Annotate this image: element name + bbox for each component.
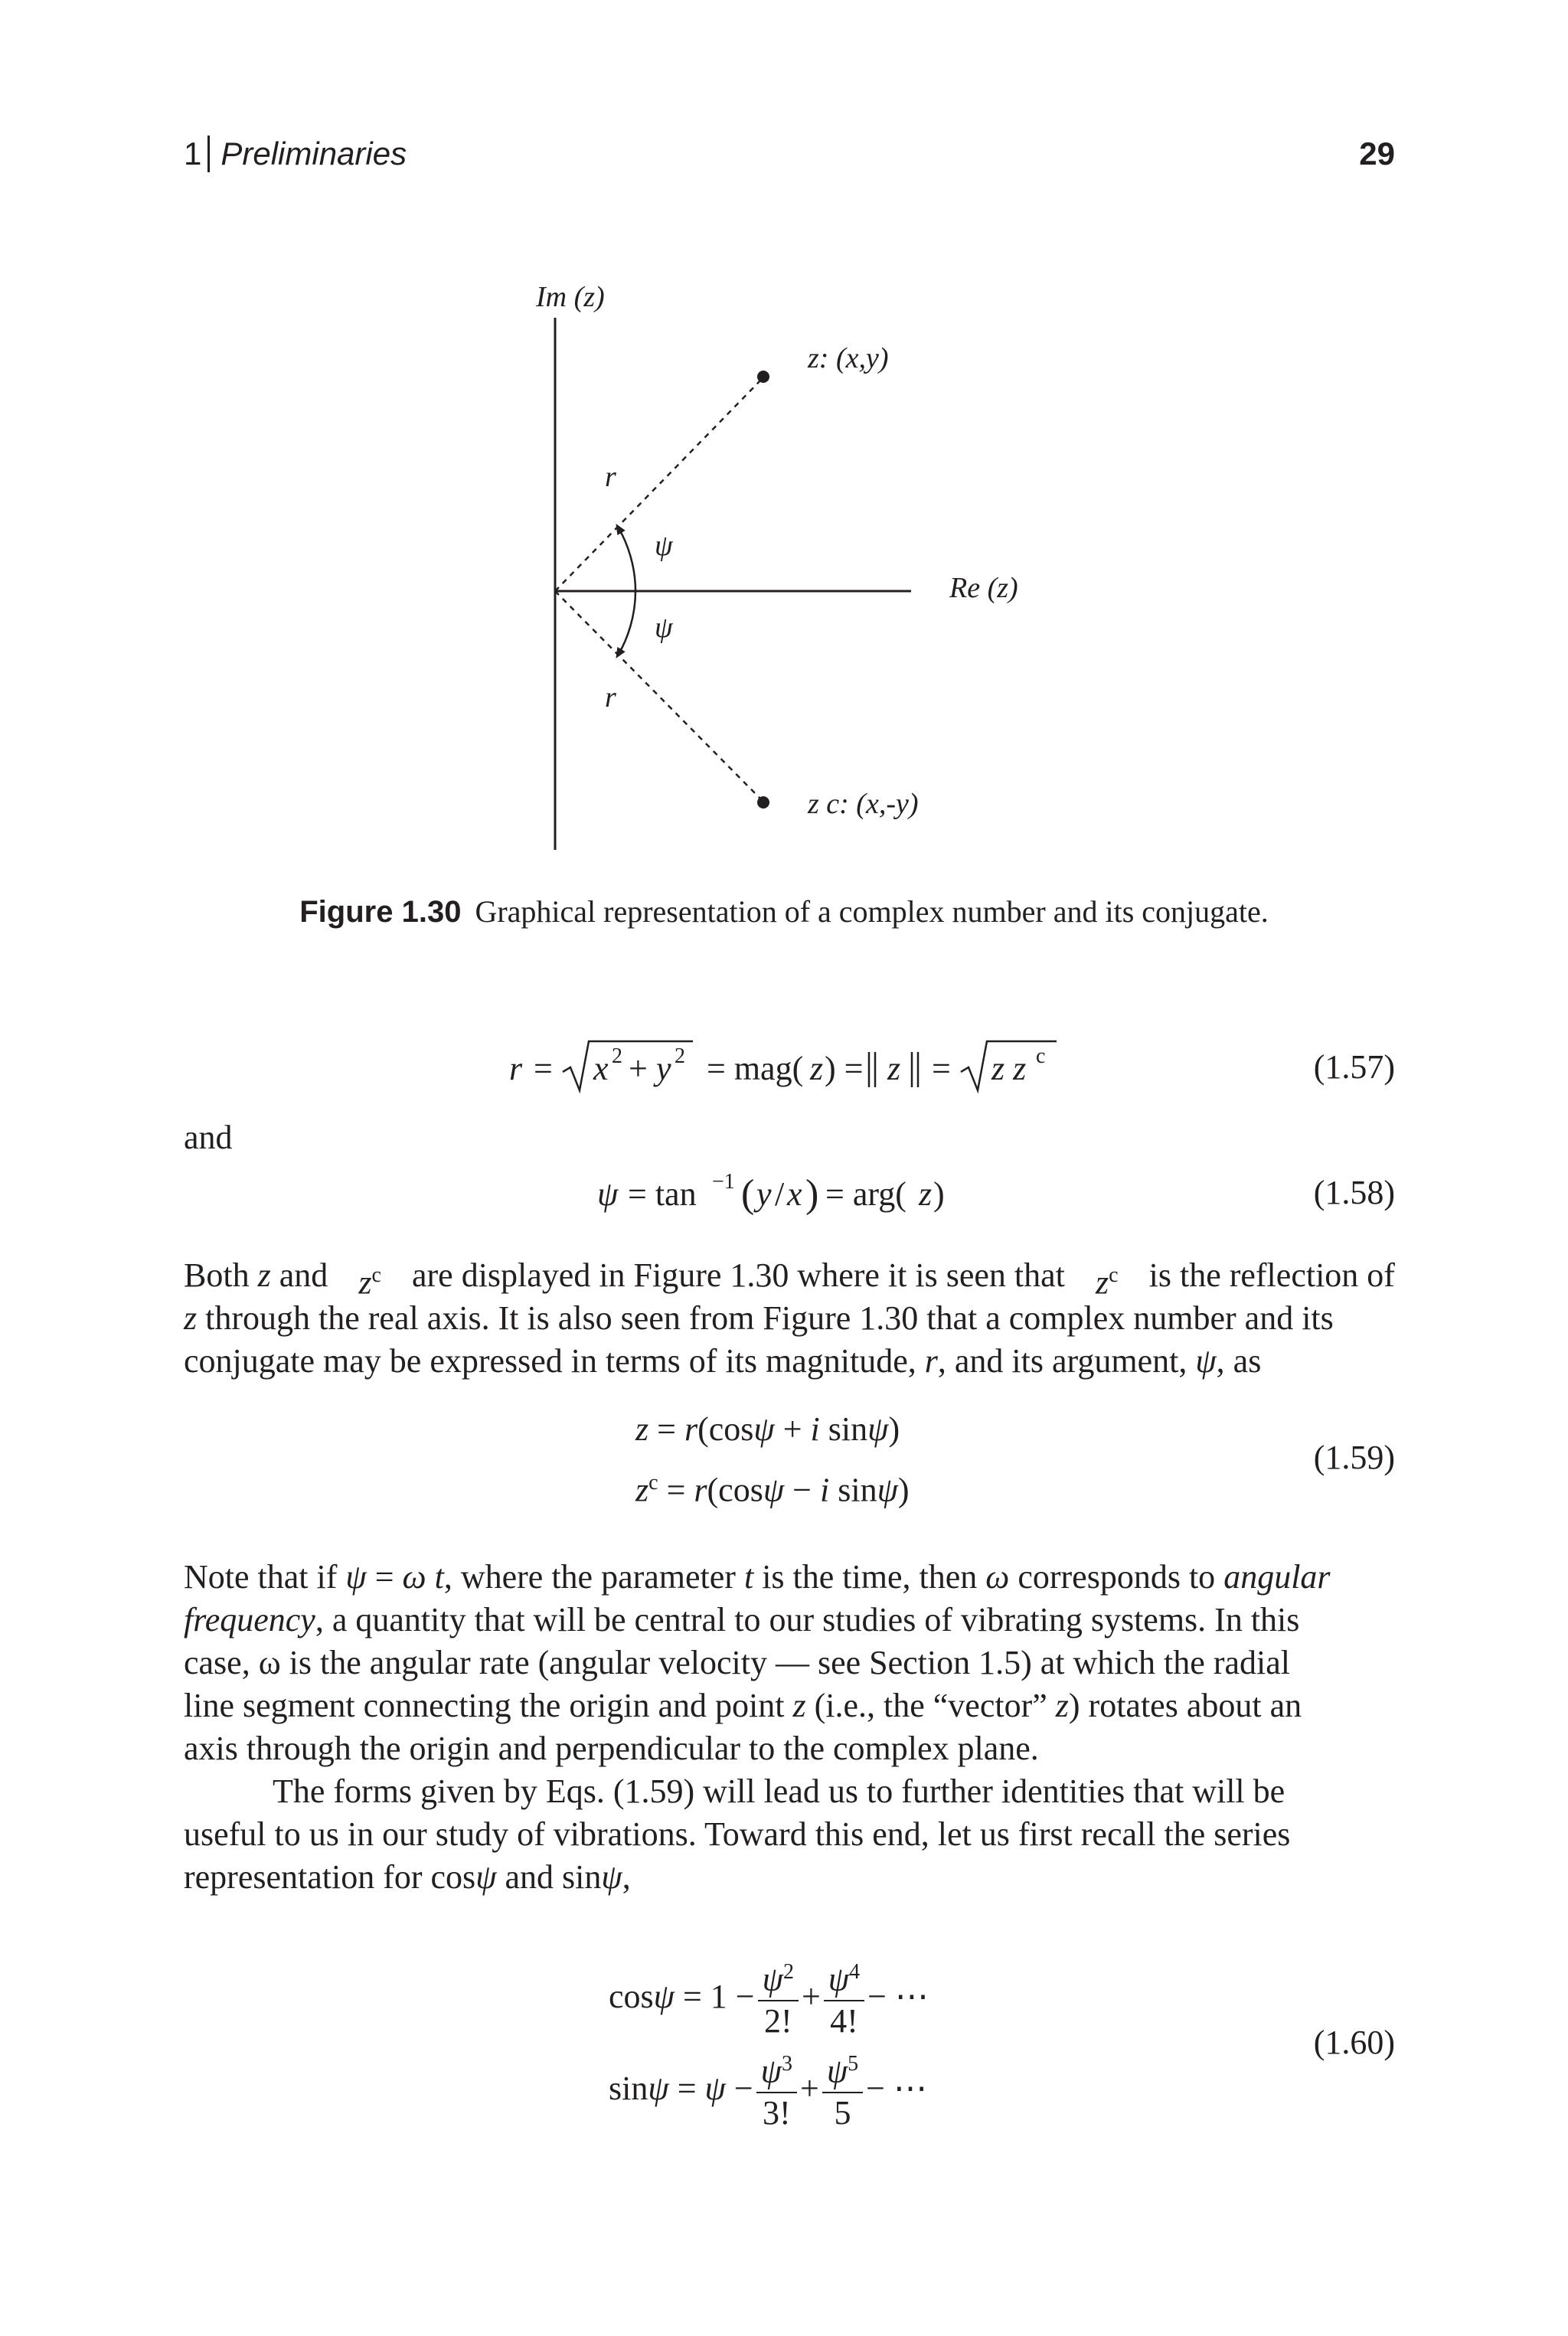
svg-text:−1: −1 xyxy=(712,1170,735,1194)
figure-caption-text: Graphical representation of a complex number and its conjugate. xyxy=(475,894,1269,929)
svg-text:) =: ) = xyxy=(825,1050,864,1087)
radius-label-upper: r xyxy=(605,461,616,493)
equation-1-60-line-2: sin ψ = ψ − $\frac{\psi^3}{3!}$ + $\frac{\psi^5}{5}$ − ⋯ xyxy=(609,2043,929,2135)
svg-text:z: z xyxy=(810,1050,824,1087)
svg-text:=: = xyxy=(534,1050,553,1087)
axis-label-imaginary: Im (z) xyxy=(536,281,605,313)
point-z-dot xyxy=(757,371,769,383)
angle-arc-lower xyxy=(619,591,635,654)
svg-text:c: c xyxy=(1036,1044,1046,1068)
radius-label-lower: r xyxy=(605,681,616,714)
equation-number-1-59: (1.59) xyxy=(1313,1439,1395,1476)
svg-text:r: r xyxy=(509,1050,523,1087)
svg-text:): ) xyxy=(805,1172,819,1216)
svg-text:2: 2 xyxy=(612,1044,622,1068)
svg-text:y: y xyxy=(656,1050,671,1087)
svg-text:): ) xyxy=(933,1175,945,1213)
svg-text:= tan: = tan xyxy=(628,1175,697,1213)
equation-1-57 xyxy=(509,1035,1060,1096)
svg-text:(: ( xyxy=(741,1172,755,1216)
figure-complex-plane xyxy=(505,268,1057,865)
svg-text:ψ: ψ xyxy=(597,1175,619,1213)
page-number: 29 xyxy=(1359,136,1395,172)
equation-1-59-line-2: $z^c = r(\cos\psi - i$ sinψ) xyxy=(635,1471,910,1509)
svg-text:=: = xyxy=(932,1050,951,1087)
point-label-z: z: (x,y) xyxy=(808,342,889,374)
running-head xyxy=(184,135,407,173)
point-label-zc: z c: (x,-y) xyxy=(808,788,919,820)
svg-text:z z: z z xyxy=(991,1050,1027,1087)
equation-number-1-58: (1.58) xyxy=(1313,1174,1395,1211)
complex-plane-diagram xyxy=(505,268,1057,865)
svg-text:2: 2 xyxy=(675,1044,685,1068)
svg-text:+: + xyxy=(629,1050,648,1087)
equation-1-60 xyxy=(609,1951,929,2135)
figure-caption xyxy=(0,893,1568,931)
angle-label-upper: ψ xyxy=(655,530,673,562)
equation-number-1-60: (1.60) xyxy=(1313,2024,1395,2061)
chapter-number: 1 xyxy=(184,136,202,172)
svg-text:/: / xyxy=(775,1175,785,1213)
svg-text:= mag(: = mag( xyxy=(707,1050,804,1087)
angle-arc-upper xyxy=(619,528,635,591)
equation-1-58 xyxy=(597,1165,995,1219)
chapter-title: Preliminaries xyxy=(220,136,407,172)
equation-1-59-line-1: z = r(cosψ + i sinψ) xyxy=(635,1410,900,1448)
svg-text:y: y xyxy=(756,1175,772,1213)
svg-text:z: z xyxy=(919,1175,933,1213)
svg-text:= arg(: = arg( xyxy=(825,1175,906,1213)
and-connector: and xyxy=(184,1119,233,1156)
equation-1-60-line-1: cos ψ = 1 − $\frac{\psi^2}{2!}$ + $\frac{\psi^4}{4!}$ − ⋯ xyxy=(609,1951,929,2043)
svg-text:x: x xyxy=(593,1050,609,1087)
equation-1-59 xyxy=(635,1403,910,1518)
angle-label-lower: ψ xyxy=(655,612,673,644)
equation-number-1-57: (1.57) xyxy=(1313,1048,1395,1086)
chapter-divider xyxy=(207,136,210,172)
axis-label-real: Re (z) xyxy=(949,572,1018,604)
svg-text:z: z xyxy=(887,1050,901,1087)
svg-text:x: x xyxy=(787,1175,802,1213)
figure-caption-label: Figure 1.30 xyxy=(299,895,462,929)
point-zc-dot xyxy=(757,796,769,809)
